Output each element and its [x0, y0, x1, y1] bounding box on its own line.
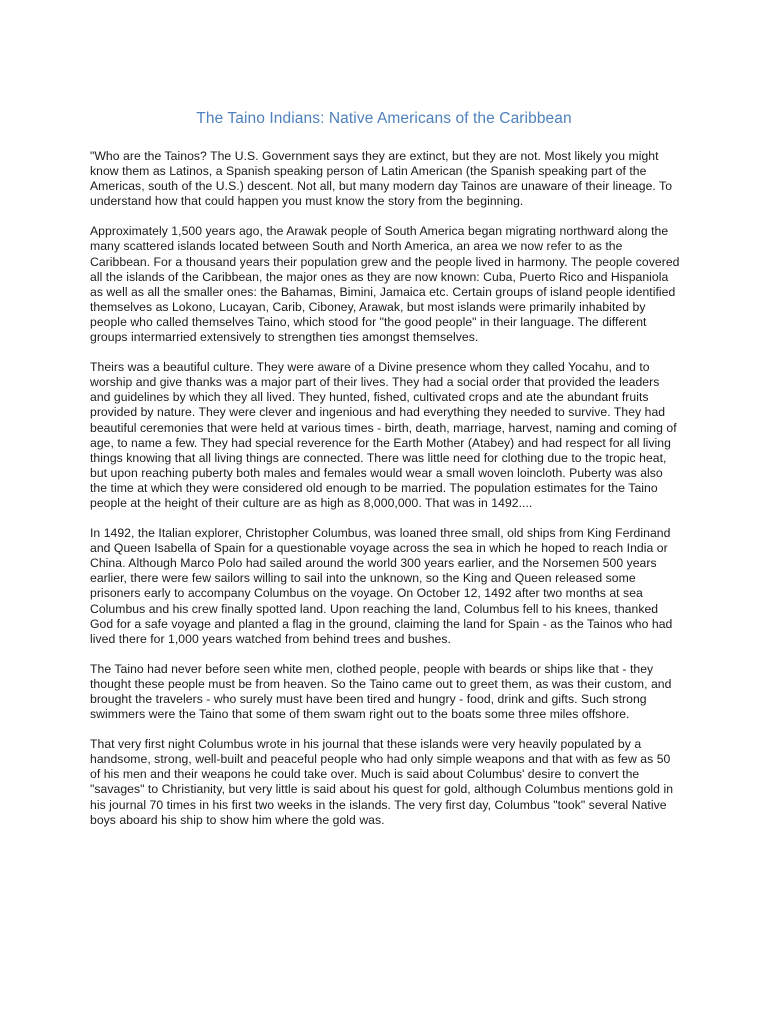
paragraph-columbus-voyage: In 1492, the Italian explorer, Christopher Columbus, was loaned three small, old ships from King Ferdinand and Queen Isabella of Spain for a questionable voyage across the sea in which he hoped to reach India or China. Although Marco Polo had sailed around the world 300 years earlier, and the Norsemen 500 years earlier, there were few sailors willing to sail into the unknown, so the King and Queen released some prisoners early to accompany Columbus on the voyage. On October 12, 1492 after two months at sea Columbus and his crew finally spotted land. Upon reaching the land, Columbus fell to his knees, thanked God for a safe voyage and planted a flag in the ground, claiming the land for Spain - as the Tainos who had lived there for 1,000 years watched from behind trees and bushes. — [90, 526, 673, 646]
paragraph-migration: Approximately 1,500 years ago, the Arawak people of South America began migrating northward along the many scattered islands located between South and North America, an area we now refer to as the Caribbean. For a thousand years their population grew and the people lived in harmony. The people covered all the islands of the Caribbean, the major ones as they are now known: Cuba, Puerto Rico and Hispaniola as well as all the smaller ones: the Bahamas, Bimini, Jamaica etc. Certain groups of island people identified themselves as Lokono, Lucayan, Carib, Ciboney, Arawak, but most islands were primarily inhabited by people who called themselves Taino, which stood for "the good people" in their language. The different groups intermarried extensively to strengthen ties amongst themselves. — [90, 224, 680, 345]
document-body — [90, 149, 680, 843]
paragraph-culture: Theirs was a beautiful culture. They were aware of a Divine presence whom they called Yocahu, and to worship and give thanks was a major part of their lives. They had a social order that provided the leaders and guidelines by which they all lived. They hunted, fished, cultivated crops and ate the abundant fruits provided by nature. They were clever and ingenious and had everything they needed to survive. They had beautiful ceremonies that were held at various times - birth, death, marriage, harvest, naming and coming of age, to name a few. They had special reverence for the Earth Mother (Atabey) and had respect for all living things knowing that all living things are connected. There was little need for clothing due to the tropic heat, but upon reaching puberty both males and females would wear a small woven loincloth. Puberty was also the time at which they were considered old enough to be married. The population estimates for the Taino people at the height of their culture are as high as 8,000,000. That was in 1492.... — [90, 360, 677, 510]
document-title: The Taino Indians: Native Americans of the Caribbean — [196, 110, 572, 127]
paragraph-first-contact: The Taino had never before seen white men, clothed people, people with beards or ships like that - they thought these people must be from heaven. So the Taino came out to greet them, as was their custom, and brought the travelers - who surely must have been tired and hungry - food, drink and gifts. Such strong swimmers were the Taino that some of them swam right out to the boats some three miles offshore. — [90, 661, 672, 722]
paragraph-intro: "Who are the Tainos? The U.S. Government says they are extinct, but they are not. Most likely you might know them as Latinos, a Spanish speaking person of Latin American (the Spanish speaking part of the Americas, south of the U.S.) descent. Not all, but many modern day Tainos are unaware of their lineage. To understand how that could happen you must know the story from the beginning. — [90, 149, 673, 209]
paragraph-first-night: That very first night Columbus wrote in his journal that these islands were very heavily populated by a handsome, strong, well-built and peaceful people who had only simple weapons and that with as few as 50 of his men and their weapons he could take over. Much is said about Columbus' desire to convert the "savages" to Christianity, but very little is said about his quest for gold, although Columbus mentions gold in his journal 70 times in his first two weeks in the islands. The very first day, Columbus "took" several Native boys aboard his ship to show him where the gold was. — [90, 737, 674, 827]
